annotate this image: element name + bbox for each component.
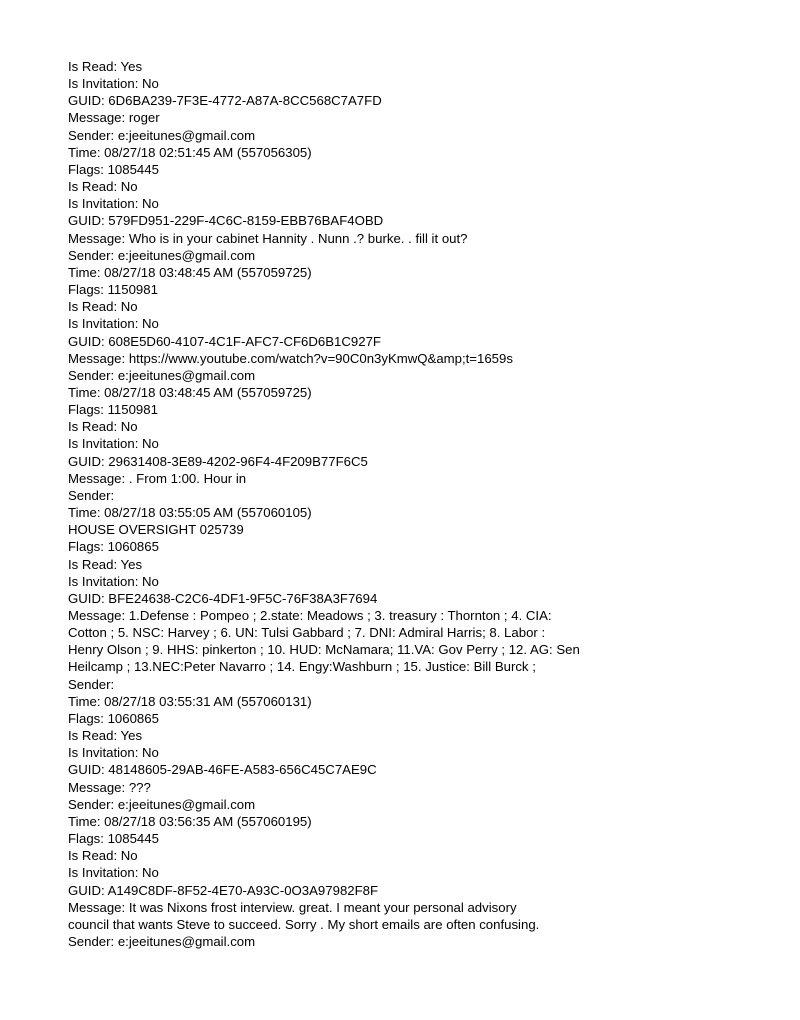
record-guid: GUID: 6D6BA239-7F3E-4772-A87A-8CC568C7A7FD <box>68 93 382 109</box>
record-message: Message: 1.Defense : Pompeo ; 2.state: Meadows ; 3. treasury : Thornton ; 4. CIA: <box>68 608 552 623</box>
record-flags: Flags: 1085445 <box>68 831 159 847</box>
record-message: Message: https://www.youtube.com/watch?v=90C0n3yKmwQ&amp;t=1659s <box>68 350 513 366</box>
record-sender: Sender: e:jeeitunes@gmail.com <box>68 367 256 383</box>
record-guid: GUID: 608E5D60-4107-4C1F-AFC7-CF6D6B1C927F <box>68 333 381 349</box>
record-message-continued: Henry Olson ; 9. HHS: pinkerton ; 10. HUD: McNamara; 11.VA: Gov Perry ; 12. AG: Sen <box>68 642 580 658</box>
record-is-invitation: Is Invitation: No <box>68 573 159 589</box>
record-time: Time: 08/27/18 03:48:45 AM (557059725) <box>68 264 312 280</box>
record-time: Time: 08/27/18 03:55:31 AM (557060131) <box>68 693 312 709</box>
record-time: Time: 08/27/18 03:55:05 AM (557060105) <box>68 505 312 521</box>
record-flags: Flags: 1060865 <box>68 710 159 726</box>
record-sender: Sender: e:jeeitunes@gmail.com <box>68 796 256 812</box>
record-is-read: Is Read: No <box>68 179 138 195</box>
record-sender: Sender: e:jeeitunes@gmail.com <box>68 933 256 949</box>
record-guid: GUID: 579FD951-229F-4C6C-8159-EBB76BAF4OBD <box>68 213 384 229</box>
record-time: Time: 08/27/18 02:51:45 AM (557056305) <box>68 144 312 160</box>
record-is-invitation: Is Invitation: No <box>68 745 159 761</box>
record-guid: GUID: 48148605-29AB-46FE-A583-656C45C7AE9C <box>68 762 377 778</box>
record-message: Message: It was Nixons frost interview. great. I meant your personal advisory <box>68 899 517 915</box>
record-message: Message: . From 1:00. Hour in <box>68 470 247 486</box>
bates-stamp: HOUSE OVERSIGHT 025739 <box>68 522 244 538</box>
record-flags: Flags: 1150981 <box>68 282 158 298</box>
record-message: Message: roger <box>68 110 160 126</box>
record-is-read: Is Read: No <box>68 419 138 435</box>
record-sender: Sender: e:jeeitunes@gmail.com <box>68 127 256 143</box>
record-sender: Sender: e:jeeitunes@gmail.com <box>68 247 256 263</box>
record-guid: GUID: A149C8DF-8F52-4E70-A93C-0O3A97982F8F <box>68 882 379 898</box>
record-is-read: Is Read: No <box>68 299 138 315</box>
record-is-invitation: Is Invitation: No <box>68 316 159 332</box>
record-is-invitation: Is Invitation: No <box>68 865 159 881</box>
record-guid: GUID: BFE24638-C2C6-4DF1-9F5C-76F38A3F7694 <box>68 590 378 606</box>
record-is-read: Is Read: Yes <box>68 556 143 572</box>
message-log-document <box>68 58 768 950</box>
record-is-read: Is Read: Yes <box>68 728 143 744</box>
record-sender: Sender: <box>68 487 115 503</box>
record-message: Message: Who is in your cabinet Hannity . Nunn .? burke. . fill it out? <box>68 230 468 246</box>
record-sender: Sender: <box>68 676 115 692</box>
record-flags: Flags: 1085445 <box>68 161 159 177</box>
record-flags: Flags: 1060865 <box>68 539 159 555</box>
record-message-continued: Heilcamp ; 13.NEC:Peter Navarro ; 14. Engy:Washburn ; 15. Justice: Bill Burck ; <box>68 659 536 675</box>
record-message: Message: ??? <box>68 779 151 795</box>
record-message-continued: Cotton ; 5. NSC: Harvey ; 6. UN: Tulsi Gabbard ; 7. DNI: Admiral Harris; 8. Labor : <box>68 625 546 641</box>
record-is-invitation: Is Invitation: No <box>68 76 159 92</box>
record-is-read: Is Read: Yes <box>68 59 143 74</box>
record-is-invitation: Is Invitation: No <box>68 196 159 212</box>
record-time: Time: 08/27/18 03:48:45 AM (557059725) <box>68 384 312 400</box>
record-guid: GUID: 29631408-3E89-4202-96F4-4F209B77F6C5 <box>68 453 368 469</box>
record-flags: Flags: 1150981 <box>68 402 158 418</box>
record-time: Time: 08/27/18 03:56:35 AM (557060195) <box>68 813 312 829</box>
record-message-continued: council that wants Steve to succeed. Sorry . My short emails are often confusing. <box>68 916 540 932</box>
record-is-read: Is Read: No <box>68 848 138 864</box>
record-is-invitation: Is Invitation: No <box>68 436 159 452</box>
